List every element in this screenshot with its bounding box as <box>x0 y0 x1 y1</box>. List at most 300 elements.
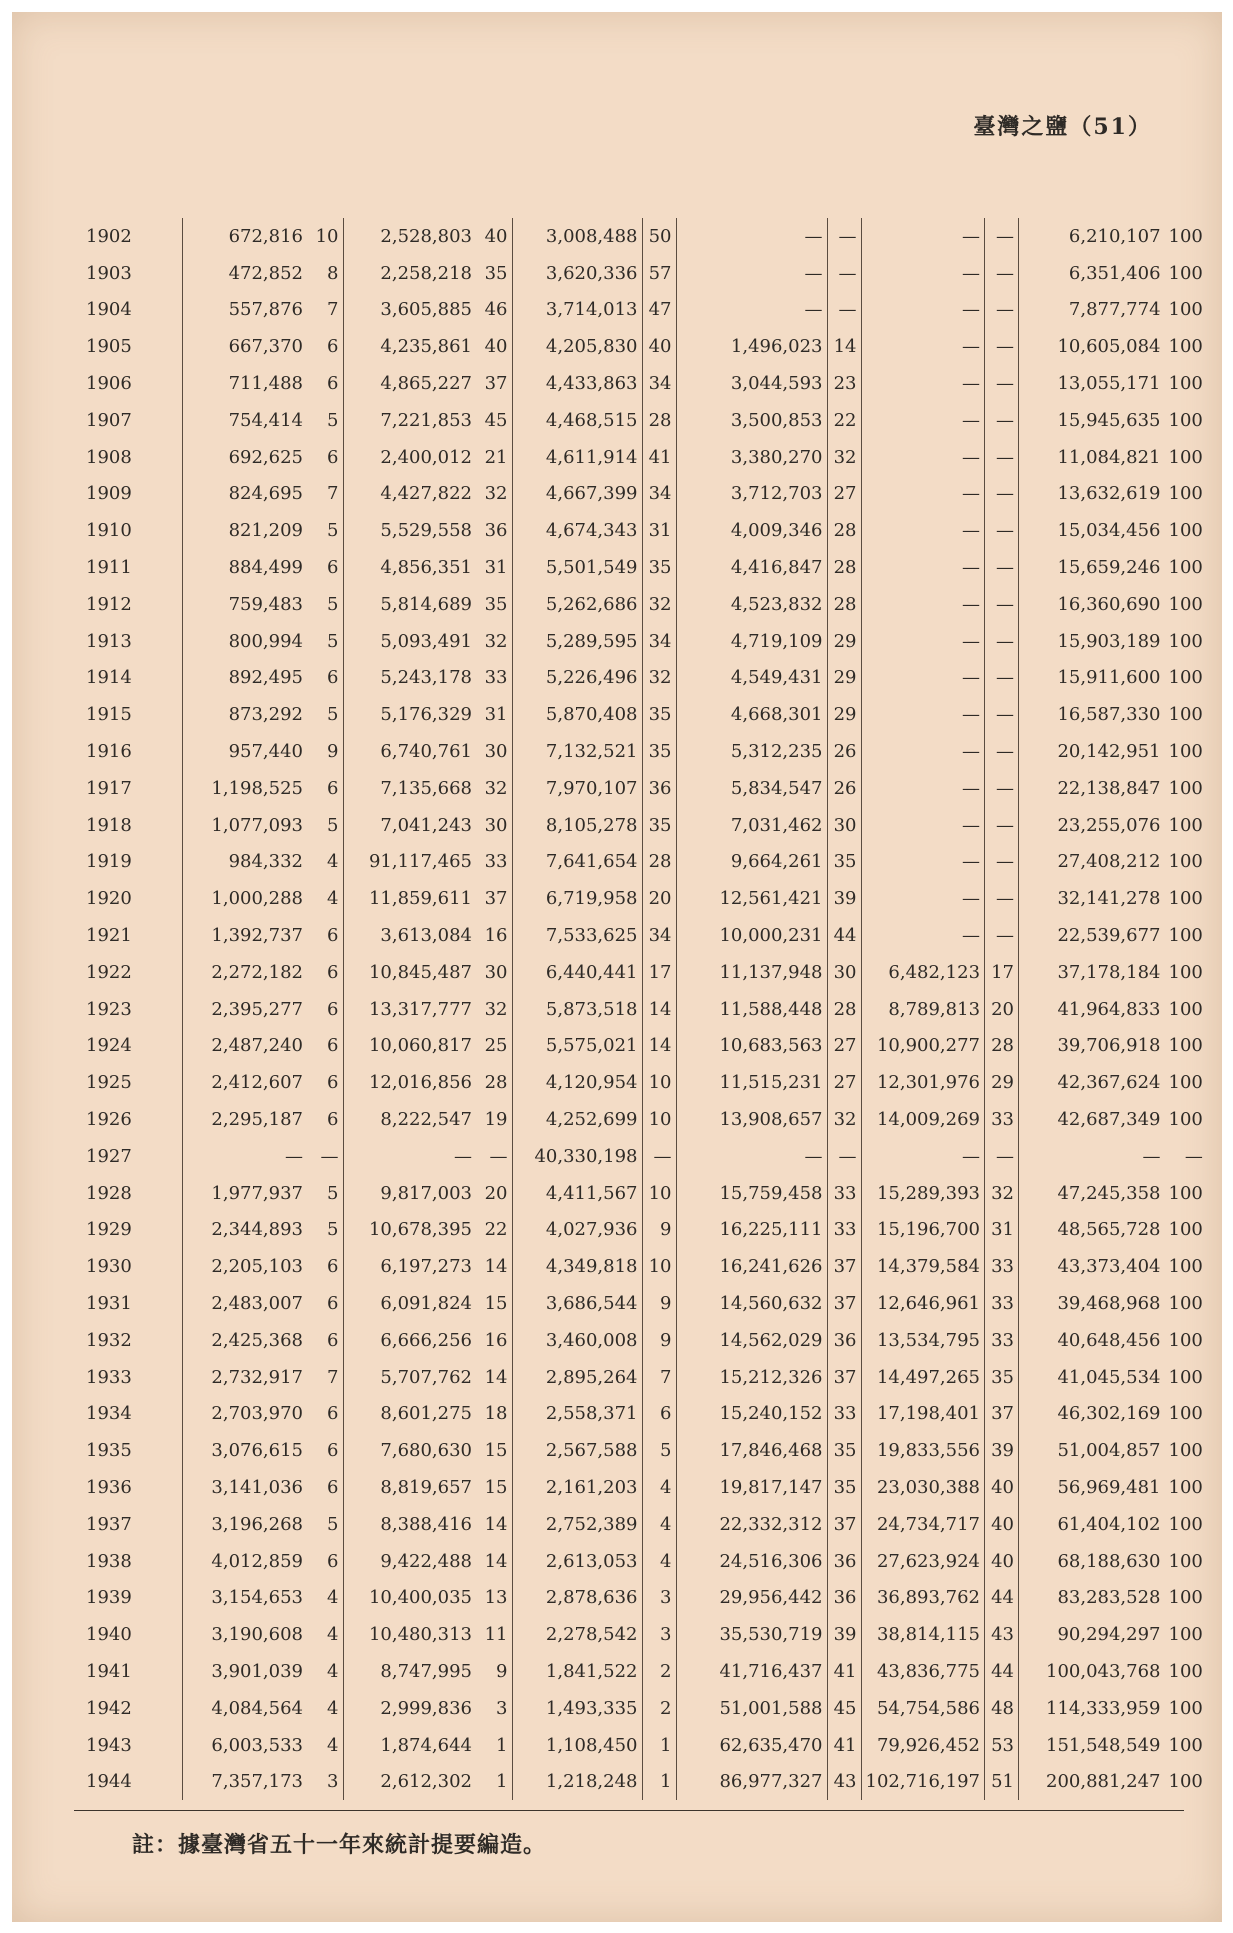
percent-cell: 28 <box>985 1028 1019 1065</box>
total-cell: 41,964,833 <box>1057 998 1161 1020</box>
total-cell: 43,373,404 <box>1057 1256 1161 1278</box>
value-cell: 667,370 <box>182 328 307 365</box>
value-cell: 3,044,593 <box>676 365 827 402</box>
percent-cell: 100 <box>1168 925 1203 947</box>
percent-cell: 100 <box>1168 336 1203 358</box>
percent-cell: — <box>985 770 1019 807</box>
percent-cell: — <box>985 549 1019 586</box>
value-cell: 6,091,824 <box>380 1293 472 1314</box>
percent-cell: 37 <box>827 1359 861 1396</box>
value-cell: 5,289,595 <box>512 623 642 660</box>
percent-cell: — <box>985 402 1019 439</box>
percent-cell: 29 <box>827 623 861 660</box>
value-cell: 7,641,654 <box>512 844 642 881</box>
percent-cell: 34 <box>642 476 676 513</box>
percent-cell: 20 <box>642 880 676 917</box>
percent-cell: 33 <box>985 1322 1019 1359</box>
percent-cell: 30 <box>476 954 512 991</box>
value-cell: 7,041,243 <box>380 814 472 836</box>
total-cell: 23,255,076 <box>1057 814 1161 836</box>
value-cell: 14,497,265 <box>861 1359 985 1396</box>
percent-cell: 28 <box>642 844 676 881</box>
percent-cell: 100 <box>1168 446 1203 468</box>
percent-cell: 28 <box>827 991 861 1028</box>
percent-cell: 100 <box>1168 1624 1203 1646</box>
year-cell: 1904 <box>86 299 132 321</box>
value-cell: 1,077,093 <box>182 807 307 844</box>
percent-cell: 32 <box>827 1101 861 1138</box>
percent-cell: 100 <box>1168 593 1203 615</box>
table-row <box>82 991 1207 1028</box>
percent-cell: 14 <box>476 1248 512 1285</box>
percent-cell: — <box>1184 1145 1203 1167</box>
year-cell: 1936 <box>86 1476 132 1498</box>
percent-cell: 32 <box>476 476 512 513</box>
table-row <box>82 1212 1207 1249</box>
percent-cell: 39 <box>827 880 861 917</box>
year-cell: 1932 <box>86 1329 132 1351</box>
percent-cell: 4 <box>307 880 343 917</box>
percent-cell: 100 <box>1168 704 1203 726</box>
value-cell: 2,161,203 <box>512 1469 642 1506</box>
percent-cell: 3 <box>476 1690 512 1727</box>
percent-cell: 37 <box>985 1396 1019 1433</box>
year-cell: 1940 <box>86 1624 132 1646</box>
page-title: 臺灣之鹽（51） <box>973 114 1152 140</box>
value-cell: 7,132,521 <box>512 733 642 770</box>
percent-cell: 6 <box>307 954 343 991</box>
value-cell: 2,400,012 <box>380 446 472 468</box>
percent-cell: 10 <box>642 1248 676 1285</box>
percent-cell: 28 <box>827 512 861 549</box>
total-cell: 13,055,171 <box>1057 373 1161 395</box>
percent-cell: 6 <box>642 1396 676 1433</box>
value-cell: 16,241,626 <box>676 1248 827 1285</box>
value-cell: 3,460,008 <box>512 1322 642 1359</box>
table-row <box>82 1359 1207 1396</box>
value-cell: — <box>861 660 985 697</box>
value-cell: 2,567,588 <box>512 1432 642 1469</box>
value-cell: 5,834,547 <box>676 770 827 807</box>
year-cell: 1906 <box>86 373 132 395</box>
total-cell: 11,084,821 <box>1057 446 1161 468</box>
percent-cell: 6 <box>307 1543 343 1580</box>
value-cell: — <box>861 1138 985 1175</box>
value-cell: 692,625 <box>182 439 307 476</box>
total-cell: 22,539,677 <box>1057 925 1161 947</box>
percent-cell: 33 <box>476 660 512 697</box>
value-cell: 10,845,487 <box>368 961 472 983</box>
percent-cell: 100 <box>1168 1587 1203 1609</box>
percent-cell: 41 <box>642 439 676 476</box>
value-cell: 5,529,558 <box>380 520 472 542</box>
table-body <box>82 218 1207 1800</box>
value-cell: 873,292 <box>182 696 307 733</box>
value-cell: 5,262,686 <box>512 586 642 623</box>
percent-cell: 34 <box>642 623 676 660</box>
percent-cell: 30 <box>827 807 861 844</box>
percent-cell: — <box>985 365 1019 402</box>
percent-cell: 18 <box>476 1396 512 1433</box>
table-row <box>82 1432 1207 1469</box>
value-cell: 2,395,277 <box>182 991 307 1028</box>
table-row <box>82 1101 1207 1138</box>
percent-cell: 23 <box>827 365 861 402</box>
value-cell: 24,516,306 <box>676 1543 827 1580</box>
value-cell: 2,278,542 <box>512 1616 642 1653</box>
percent-cell: 34 <box>642 917 676 954</box>
percent-cell: 32 <box>642 586 676 623</box>
value-cell: 4,668,301 <box>676 696 827 733</box>
percent-cell: 4 <box>307 1579 343 1616</box>
percent-cell: 37 <box>827 1506 861 1543</box>
percent-cell: — <box>985 733 1019 770</box>
value-cell: 6,003,533 <box>182 1727 307 1764</box>
percent-cell: 100 <box>1168 299 1203 321</box>
value-cell: 10,400,035 <box>368 1587 472 1609</box>
percent-cell: — <box>985 807 1019 844</box>
value-cell: 5,176,329 <box>380 704 472 726</box>
percent-cell: 27 <box>827 1064 861 1101</box>
percent-cell: 6 <box>307 917 343 954</box>
percent-cell: 5 <box>642 1432 676 1469</box>
table-row <box>82 365 1207 402</box>
value-cell: 19,833,556 <box>861 1432 985 1469</box>
value-cell: 4,856,351 <box>380 557 472 579</box>
value-cell: 8,789,813 <box>861 991 985 1028</box>
percent-cell: 31 <box>642 512 676 549</box>
value-cell: 9,817,003 <box>380 1182 472 1204</box>
percent-cell: — <box>642 1138 676 1175</box>
value-cell: 41,716,437 <box>676 1653 827 1690</box>
value-cell: 102,716,197 <box>861 1763 985 1800</box>
percent-cell: 4 <box>307 1653 343 1690</box>
percent-cell: 6 <box>307 1064 343 1101</box>
percent-cell: 33 <box>827 1396 861 1433</box>
percent-cell: 35 <box>642 696 676 733</box>
value-cell: 3,901,039 <box>182 1653 307 1690</box>
value-cell: 3,620,336 <box>512 255 642 292</box>
percent-cell: 6 <box>307 1469 343 1506</box>
value-cell: 4,427,822 <box>380 483 472 505</box>
value-cell: 3,500,853 <box>676 402 827 439</box>
value-cell: 19,817,147 <box>676 1469 827 1506</box>
percent-cell: 7 <box>307 476 343 513</box>
value-cell: 35,530,719 <box>676 1616 827 1653</box>
table-row <box>82 512 1207 549</box>
value-cell: 2,999,836 <box>380 1697 472 1719</box>
value-cell: 5,707,762 <box>380 1366 472 1388</box>
percent-cell: 100 <box>1168 1550 1203 1572</box>
value-cell: 12,561,421 <box>676 880 827 917</box>
percent-cell: 45 <box>476 402 512 439</box>
percent-cell: 100 <box>1168 1660 1203 1682</box>
value-cell: 15,240,152 <box>676 1396 827 1433</box>
percent-cell: — <box>985 623 1019 660</box>
percent-cell: 27 <box>827 1028 861 1065</box>
percent-cell: 100 <box>1168 1734 1203 1756</box>
value-cell: 472,852 <box>182 255 307 292</box>
percent-cell: 4 <box>307 1690 343 1727</box>
value-cell: 8,601,275 <box>380 1403 472 1425</box>
percent-cell: 4 <box>307 1727 343 1764</box>
year-cell: 1927 <box>86 1145 132 1167</box>
percent-cell: 32 <box>985 1175 1019 1212</box>
total-cell: 83,283,528 <box>1057 1587 1161 1609</box>
value-cell: 7,357,173 <box>182 1763 307 1800</box>
percent-cell: 2 <box>642 1690 676 1727</box>
table-row <box>82 733 1207 770</box>
percent-cell: 100 <box>1168 262 1203 284</box>
value-cell: 14,009,269 <box>861 1101 985 1138</box>
value-cell: 4,611,914 <box>512 439 642 476</box>
percent-cell: 30 <box>476 733 512 770</box>
percent-cell: 1 <box>642 1763 676 1800</box>
value-cell: 79,926,452 <box>861 1727 985 1764</box>
percent-cell: 6 <box>307 549 343 586</box>
table-row <box>82 549 1207 586</box>
total-cell: 39,706,918 <box>1057 1035 1161 1057</box>
percent-cell: 37 <box>827 1248 861 1285</box>
percent-cell: 100 <box>1168 1403 1203 1425</box>
percent-cell: 100 <box>1168 520 1203 542</box>
value-cell: 13,317,777 <box>368 998 472 1020</box>
total-cell: 27,408,212 <box>1057 851 1161 873</box>
table-row <box>82 1028 1207 1065</box>
total-cell: 48,565,728 <box>1057 1219 1161 1241</box>
table-row <box>82 807 1207 844</box>
percent-cell: — <box>985 476 1019 513</box>
value-cell: 7,970,107 <box>512 770 642 807</box>
percent-cell: 100 <box>1168 777 1203 799</box>
value-cell: 2,528,803 <box>380 225 472 247</box>
percent-cell: 13 <box>476 1579 512 1616</box>
percent-cell: 29 <box>985 1064 1019 1101</box>
total-cell: 114,333,959 <box>1046 1697 1161 1719</box>
percent-cell: 100 <box>1168 1366 1203 1388</box>
total-cell: 42,367,624 <box>1057 1072 1161 1094</box>
percent-cell: 41 <box>827 1653 861 1690</box>
table-row <box>82 660 1207 697</box>
value-cell: — <box>861 844 985 881</box>
value-cell: 2,613,053 <box>512 1543 642 1580</box>
percent-cell: — <box>985 880 1019 917</box>
table-row <box>82 1064 1207 1101</box>
percent-cell: 3 <box>642 1616 676 1653</box>
table-row <box>82 1616 1207 1653</box>
total-cell: 22,138,847 <box>1057 777 1161 799</box>
value-cell: 821,209 <box>182 512 307 549</box>
value-cell: — <box>861 328 985 365</box>
value-cell: 1,198,525 <box>182 770 307 807</box>
value-cell: 12,646,961 <box>861 1285 985 1322</box>
footnote: 註：據臺灣省五十一年來統計提要編造。 <box>132 1832 547 1858</box>
value-cell: 17,198,401 <box>861 1396 985 1433</box>
value-cell: 884,499 <box>182 549 307 586</box>
value-cell: 4,027,936 <box>512 1212 642 1249</box>
table-row <box>82 770 1207 807</box>
percent-cell: 36 <box>827 1543 861 1580</box>
percent-cell: 100 <box>1168 1440 1203 1462</box>
percent-cell: 26 <box>827 770 861 807</box>
percent-cell: 39 <box>827 1616 861 1653</box>
value-cell: 13,534,795 <box>861 1322 985 1359</box>
percent-cell: 100 <box>1168 961 1203 983</box>
percent-cell: 28 <box>827 586 861 623</box>
percent-cell: 4 <box>307 1616 343 1653</box>
value-cell: 6,482,123 <box>861 954 985 991</box>
value-cell: 4,411,567 <box>512 1175 642 1212</box>
percent-cell: 11 <box>476 1616 512 1653</box>
value-cell: 4,549,431 <box>676 660 827 697</box>
percent-cell: 5 <box>307 1212 343 1249</box>
percent-cell: 6 <box>307 1322 343 1359</box>
table-row <box>82 917 1207 954</box>
total-cell: 6,210,107 <box>1068 225 1161 247</box>
value-cell: 2,732,917 <box>182 1359 307 1396</box>
percent-cell: 27 <box>827 476 861 513</box>
value-cell: 15,289,393 <box>861 1175 985 1212</box>
value-cell: 2,878,636 <box>512 1579 642 1616</box>
value-cell: 4,205,830 <box>512 328 642 365</box>
percent-cell: 22 <box>476 1212 512 1249</box>
value-cell: 4,349,818 <box>512 1248 642 1285</box>
percent-cell: 100 <box>1168 1476 1203 1498</box>
total-cell: 200,881,247 <box>1046 1771 1161 1793</box>
percent-cell: — <box>827 255 861 292</box>
percent-cell: 2 <box>642 1653 676 1690</box>
table-row <box>82 623 1207 660</box>
value-cell: 5,312,235 <box>676 733 827 770</box>
percent-cell: — <box>827 1138 861 1175</box>
percent-cell: 6 <box>307 1101 343 1138</box>
value-cell: 24,734,717 <box>861 1506 985 1543</box>
value-cell: 2,412,607 <box>182 1064 307 1101</box>
percent-cell: 100 <box>1168 1182 1203 1204</box>
percent-cell: 10 <box>642 1175 676 1212</box>
percent-cell: 5 <box>307 1175 343 1212</box>
value-cell: 557,876 <box>182 292 307 329</box>
value-cell: 672,816 <box>182 218 307 255</box>
total-cell: 15,911,600 <box>1057 667 1161 689</box>
percent-cell: 10 <box>642 1064 676 1101</box>
value-cell: — <box>676 1138 827 1175</box>
year-cell: 1929 <box>86 1219 132 1241</box>
percent-cell: 31 <box>985 1212 1019 1249</box>
value-cell: 2,558,371 <box>512 1396 642 1433</box>
value-cell: 1,496,023 <box>676 328 827 365</box>
percent-cell: 9 <box>642 1322 676 1359</box>
value-cell: 4,719,109 <box>676 623 827 660</box>
value-cell: 2,425,368 <box>182 1322 307 1359</box>
value-cell: — <box>861 439 985 476</box>
value-cell: 5,870,408 <box>512 696 642 733</box>
total-cell: 10,605,084 <box>1057 336 1161 358</box>
value-cell: 6,719,958 <box>512 880 642 917</box>
table-row <box>82 1322 1207 1359</box>
percent-cell: 100 <box>1168 851 1203 873</box>
percent-cell: 16 <box>476 1322 512 1359</box>
total-cell: — <box>1142 1145 1161 1167</box>
value-cell: 36,893,762 <box>861 1579 985 1616</box>
year-cell: 1922 <box>86 961 132 983</box>
percent-cell: 40 <box>476 218 512 255</box>
percent-cell: 100 <box>1168 483 1203 505</box>
year-cell: 1944 <box>86 1771 132 1793</box>
value-cell: 4,416,847 <box>676 549 827 586</box>
value-cell: 4,865,227 <box>380 373 472 395</box>
value-cell: 3,008,488 <box>512 218 642 255</box>
percent-cell: 10 <box>307 218 343 255</box>
value-cell: 14,560,632 <box>676 1285 827 1322</box>
year-cell: 1935 <box>86 1440 132 1462</box>
total-cell: 32,141,278 <box>1057 888 1161 910</box>
percent-cell: — <box>985 917 1019 954</box>
value-cell: 5,501,549 <box>512 549 642 586</box>
percent-cell: 32 <box>827 439 861 476</box>
value-cell: 3,605,885 <box>380 299 472 321</box>
percent-cell: 28 <box>476 1064 512 1101</box>
value-cell: 1,000,288 <box>182 880 307 917</box>
percent-cell: 100 <box>1168 1219 1203 1241</box>
table-row <box>82 402 1207 439</box>
percent-cell: 37 <box>827 1285 861 1322</box>
value-cell: 3,714,013 <box>512 292 642 329</box>
percent-cell: 100 <box>1168 667 1203 689</box>
value-cell: 17,846,468 <box>676 1432 827 1469</box>
value-cell: 29,956,442 <box>676 1579 827 1616</box>
percent-cell: 46 <box>476 292 512 329</box>
table-row <box>82 1285 1207 1322</box>
total-cell: 15,945,635 <box>1057 409 1161 431</box>
table-row <box>82 1248 1207 1285</box>
percent-cell: 6 <box>307 365 343 402</box>
value-cell: 4,235,861 <box>380 336 472 358</box>
year-cell: 1907 <box>86 409 132 431</box>
table-row <box>82 1469 1207 1506</box>
percent-cell: 100 <box>1168 1256 1203 1278</box>
value-cell: 892,495 <box>182 660 307 697</box>
percent-cell: 100 <box>1168 998 1203 1020</box>
percent-cell: 16 <box>476 917 512 954</box>
value-cell: — <box>861 365 985 402</box>
value-cell: 8,388,416 <box>380 1513 472 1535</box>
value-cell: 10,683,563 <box>676 1028 827 1065</box>
total-cell: 20,142,951 <box>1057 741 1161 763</box>
value-cell: 13,908,657 <box>676 1101 827 1138</box>
value-cell: — <box>861 917 985 954</box>
percent-cell: 5 <box>307 623 343 660</box>
value-cell: 5,093,491 <box>380 630 472 652</box>
year-cell: 1934 <box>86 1403 132 1425</box>
percent-cell: 6 <box>307 991 343 1028</box>
table-row <box>82 292 1207 329</box>
value-cell: 51,001,588 <box>676 1690 827 1727</box>
year-cell: 1933 <box>86 1366 132 1388</box>
percent-cell: 6 <box>307 660 343 697</box>
percent-cell: 30 <box>476 807 512 844</box>
year-cell: 1924 <box>86 1035 132 1057</box>
value-cell: 8,747,995 <box>380 1660 472 1682</box>
percent-cell: 35 <box>642 807 676 844</box>
value-cell: — <box>454 1145 472 1167</box>
percent-cell: 5 <box>307 807 343 844</box>
percent-cell: 28 <box>827 549 861 586</box>
value-cell: 4,674,343 <box>512 512 642 549</box>
percent-cell: 40 <box>985 1469 1019 1506</box>
total-cell: 39,468,968 <box>1057 1293 1161 1314</box>
percent-cell: 9 <box>642 1212 676 1249</box>
